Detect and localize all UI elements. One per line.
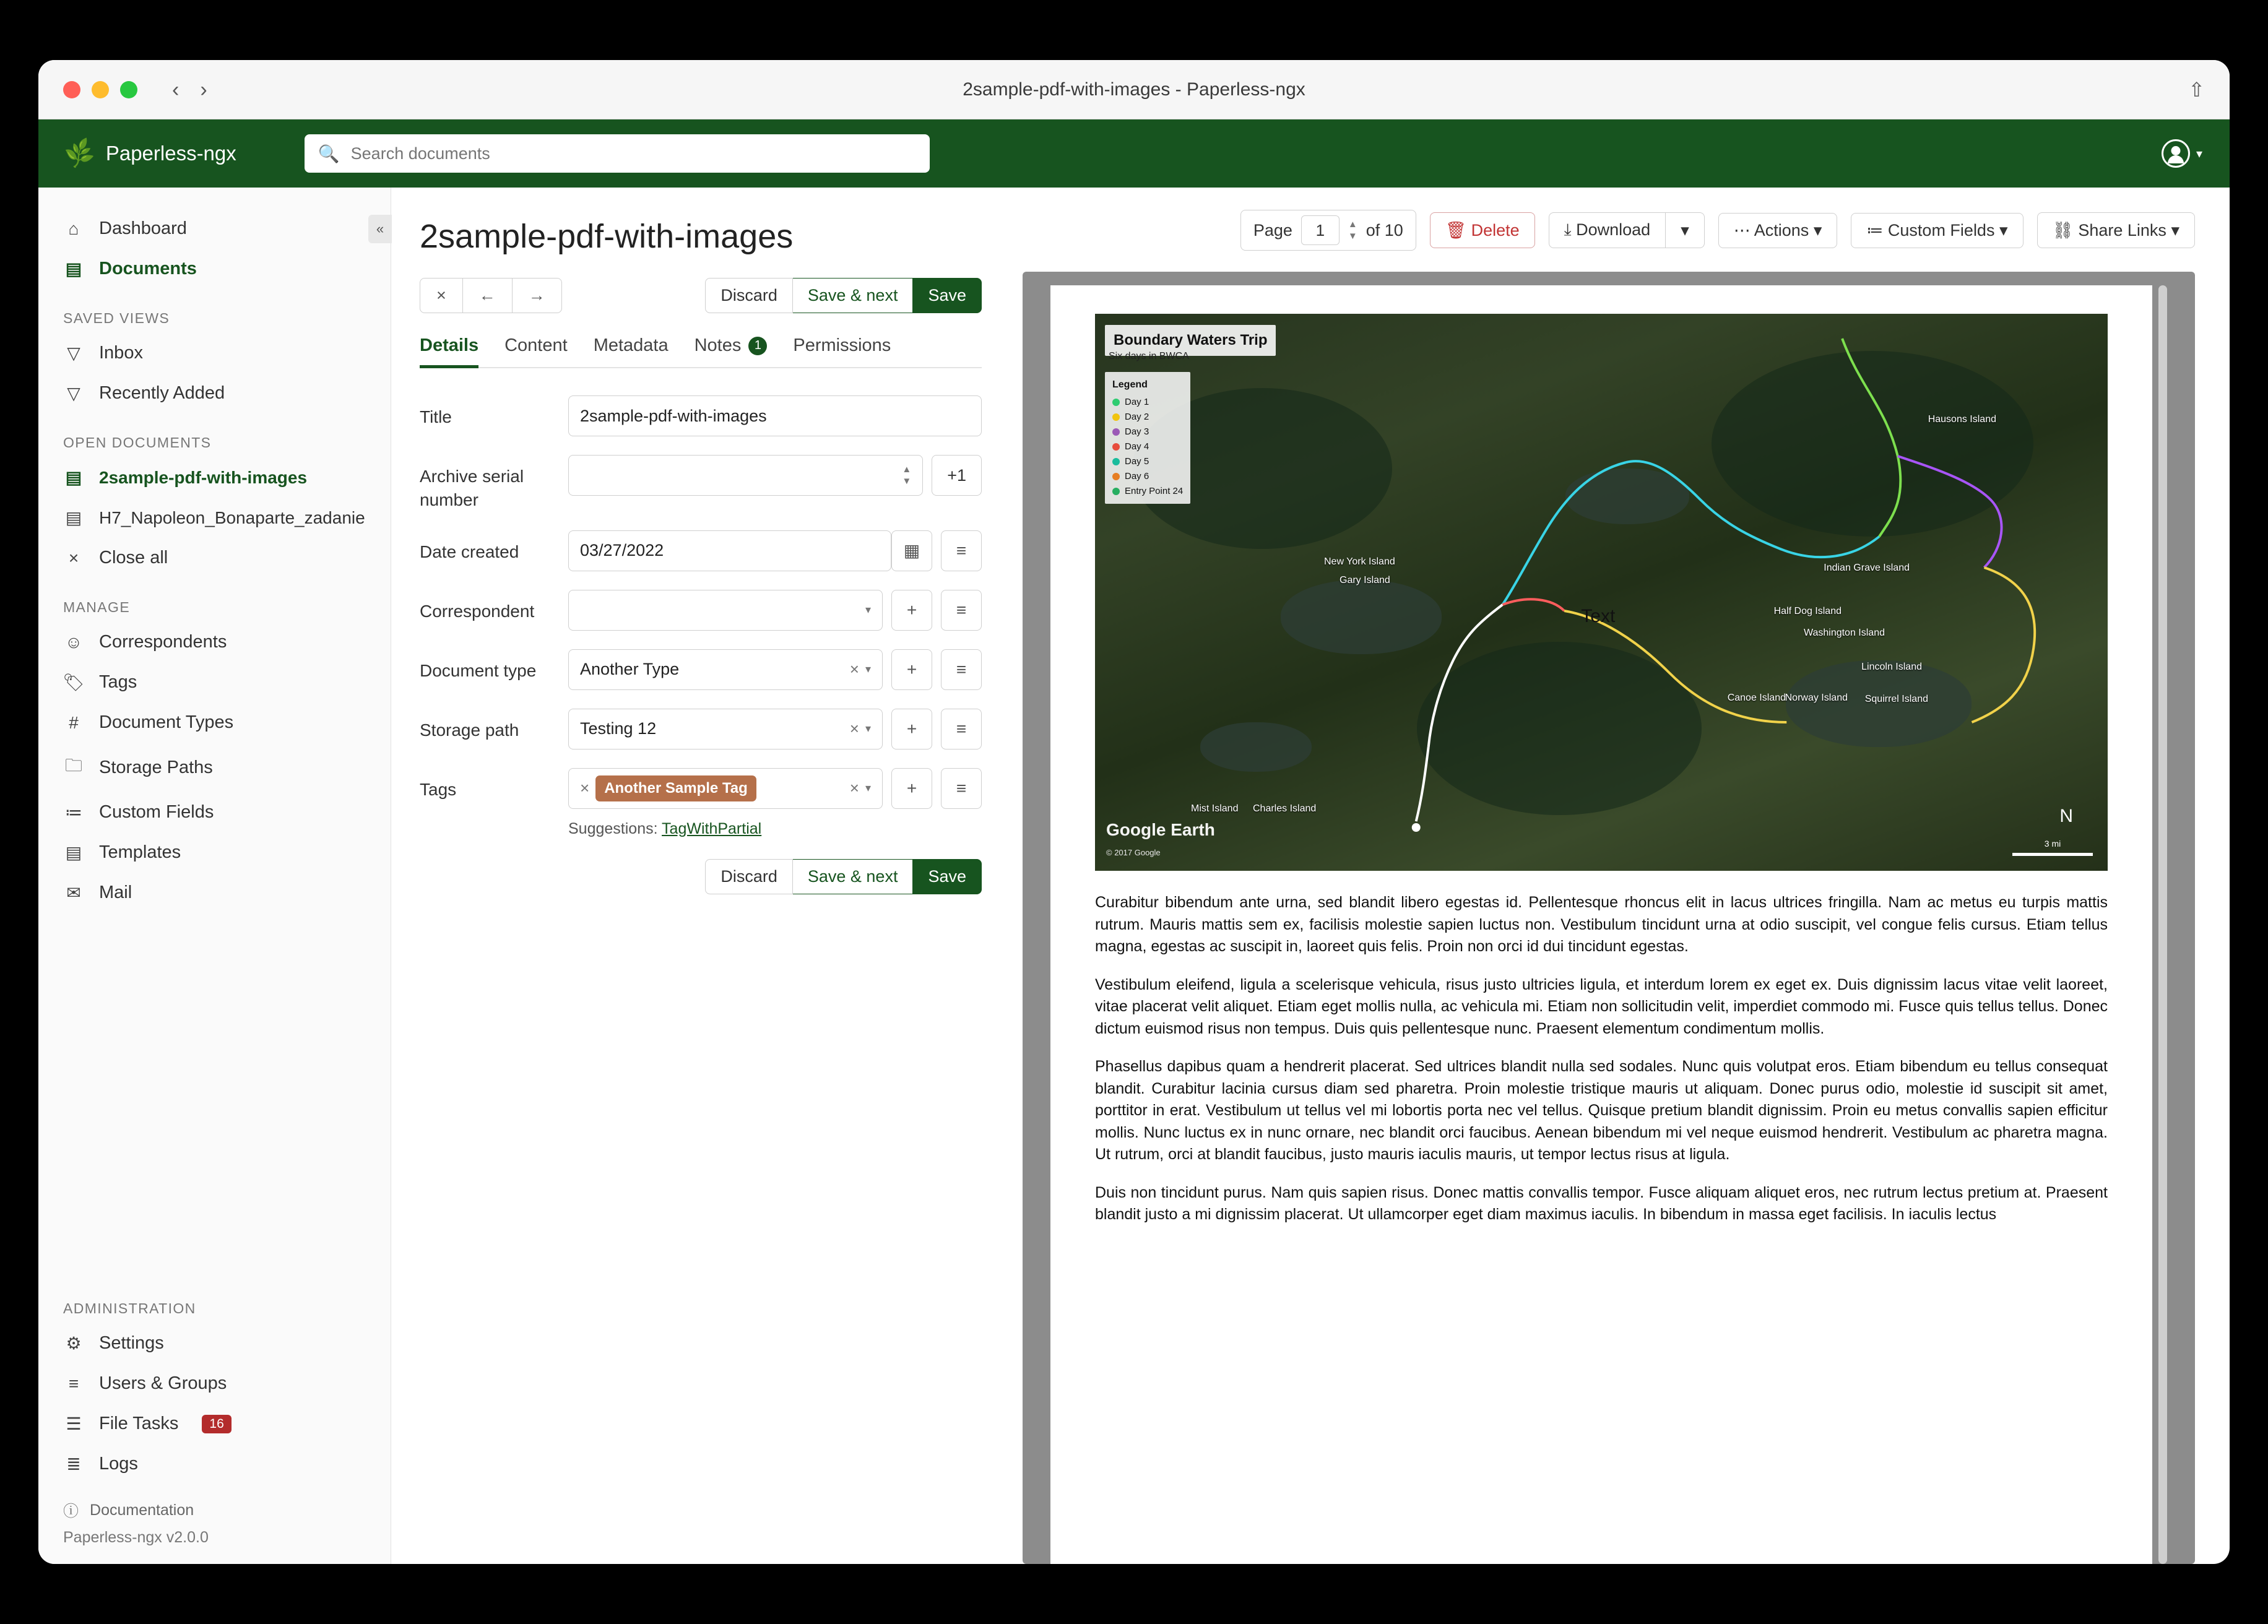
legend-title: Legend xyxy=(1112,379,1148,390)
browser-navigation xyxy=(172,79,207,100)
chevron-down-icon: ▾ xyxy=(865,663,871,676)
title-input[interactable] xyxy=(568,395,982,436)
documents-icon: ▤ xyxy=(65,259,82,279)
legend-item xyxy=(1112,395,1183,410)
tab-label: Metadata xyxy=(593,335,669,355)
sidebar-item-close-all[interactable] xyxy=(38,538,391,578)
users-icon: ≡ xyxy=(68,1373,79,1393)
remove-tag-icon[interactable]: × xyxy=(580,779,590,798)
add-document-type-button[interactable]: + xyxy=(891,649,932,690)
mail-icon: ✉ xyxy=(66,883,81,902)
tab-notes[interactable] xyxy=(695,335,768,367)
sidebar-item-documentation[interactable] xyxy=(63,1492,366,1529)
add-storage-path-button[interactable]: + xyxy=(891,709,932,749)
link-icon: ⛓ xyxy=(2052,221,2074,240)
download-icon: ⤓ xyxy=(1564,220,1572,239)
map-center-text: Text xyxy=(1581,606,1616,626)
map-place-label: Canoe Island xyxy=(1727,693,1786,703)
funnel-icon: ▽ xyxy=(67,343,80,363)
legend-label: Day 4 xyxy=(1125,441,1149,452)
discard-button[interactable]: Discard xyxy=(705,278,793,313)
calendar-icon[interactable]: ▦ xyxy=(891,530,932,571)
search-input[interactable] xyxy=(350,144,916,164)
page-navigation xyxy=(1240,210,1416,251)
sidebar-item-file-tasks[interactable] xyxy=(38,1404,391,1444)
field-label: Date created xyxy=(420,542,519,561)
page-label: Page xyxy=(1253,220,1292,240)
map-scalebar xyxy=(2012,838,2093,856)
scale-label: 3 mi xyxy=(2044,839,2061,849)
edit-toolbar-bottom xyxy=(420,859,982,894)
save-group-top xyxy=(705,278,982,313)
pdf-page xyxy=(1050,285,2152,1564)
suggestions-label: Suggestions: xyxy=(568,819,658,837)
sidebar-item-label: Settings xyxy=(99,1333,164,1353)
field-label: Title xyxy=(420,407,452,426)
legend-label: Day 5 xyxy=(1125,456,1149,467)
map-place-label: Washington Island xyxy=(1803,628,1885,638)
sidebar-item-label: Storage Paths xyxy=(99,757,213,777)
sidebar-item-label: Templates xyxy=(99,842,181,862)
legend-item xyxy=(1112,439,1183,454)
sidebar xyxy=(38,188,391,1564)
sidebar-item-open-doc-2[interactable] xyxy=(38,498,391,538)
map-place-label: Squirrel Island xyxy=(1864,694,1928,704)
sidebar-item-storage-paths[interactable] xyxy=(38,743,391,792)
tab-permissions[interactable] xyxy=(793,335,891,367)
field-label: Tags xyxy=(420,779,457,799)
page-title: 2sample-pdf-with-images xyxy=(420,218,794,255)
chevron-down-icon: ▾ xyxy=(865,603,871,616)
sidebar-item-document-types[interactable] xyxy=(38,702,391,743)
suggested-tag-link[interactable]: TagWithPartial xyxy=(662,819,762,837)
pdf-scrollbar[interactable] xyxy=(2158,285,2167,1564)
tab-content[interactable] xyxy=(504,335,568,367)
window-titlebar xyxy=(38,60,2230,119)
sidebar-item-inbox[interactable] xyxy=(38,333,391,373)
sidebar-item-label: Mail xyxy=(99,883,132,902)
map-place-label: Norway Island xyxy=(1785,693,1848,703)
field-archive-serial-number xyxy=(420,455,982,512)
sidebar-item-custom-fields[interactable] xyxy=(38,792,391,832)
google-earth-logo: Google Earth xyxy=(1106,820,1215,840)
field-label: Document type xyxy=(420,660,537,680)
fields-icon: ≔ xyxy=(1866,220,1884,240)
asn-next-button[interactable]: +1 xyxy=(932,455,982,496)
clear-icon[interactable]: × xyxy=(849,719,859,738)
tab-metadata[interactable] xyxy=(594,335,669,367)
brand-label: Paperless-ngx xyxy=(105,142,236,165)
document-type-value: Another Type xyxy=(580,660,680,679)
correspondent-select[interactable] xyxy=(568,590,883,631)
storage-path-filter-icon[interactable]: ≡ xyxy=(941,709,982,749)
map-credit: © 2017 Google xyxy=(1106,847,1161,857)
legend-label: Day 1 xyxy=(1125,396,1149,407)
app-header xyxy=(38,119,2230,188)
sidebar-item-label: Document Types xyxy=(99,712,234,732)
sidebar-item-mail[interactable] xyxy=(38,873,391,913)
map-place-label: Hausons Island xyxy=(1928,414,1996,425)
save-button-bottom[interactable]: Save xyxy=(913,859,982,894)
field-storage-path xyxy=(420,709,982,749)
chevron-down-icon: ▾ xyxy=(2171,221,2179,240)
log-icon: ≣ xyxy=(66,1454,81,1474)
app-body xyxy=(38,188,2230,1564)
pdf-paragraph: Vestibulum eleifend, ligula a scelerisque vehicula, risus justo ultricies ligula, et interdum lorem ex eget ex. Duis dignissim lacus vitae velit laoreet, vitae placerat velit aliquet. Etiam eget mollis nulla, ac vehicula mi. Etiam non sollicitudin velit, imperdiet commodo mi. Fusce quis tellus tellus. Donec dictum euismod risus non tempus. Duis quis pellentesque nunc. Praesent elementum condimentum mollis. xyxy=(1095,975,2108,1037)
dots-icon: ⋯ xyxy=(1733,220,1751,240)
document-nav-group xyxy=(420,278,562,313)
main-content xyxy=(391,188,2230,1564)
page-total: of 10 xyxy=(1366,220,1403,240)
legend-item xyxy=(1112,454,1183,469)
sidebar-item-settings[interactable] xyxy=(38,1323,391,1363)
tab-details[interactable] xyxy=(420,335,478,367)
field-title xyxy=(420,395,982,436)
document-type-select[interactable] xyxy=(568,649,883,690)
previous-document-button[interactable]: ← xyxy=(463,278,513,313)
storage-path-select[interactable] xyxy=(568,709,883,749)
discard-button-bottom[interactable]: Discard xyxy=(705,859,793,894)
save-and-next-button-bottom[interactable]: Save & next xyxy=(793,859,914,894)
sidebar-footer xyxy=(38,1484,391,1564)
minimize-window-button[interactable] xyxy=(92,81,109,98)
title-value: 2sample-pdf-with-images xyxy=(580,406,767,425)
sidebar-item-label: Close all xyxy=(99,548,168,568)
trash-icon: 🗑 xyxy=(1445,221,1467,240)
user-circle-icon xyxy=(2162,139,2190,168)
delete-label: Delete xyxy=(1471,221,1520,240)
tags-select[interactable] xyxy=(568,768,883,809)
map-place-label: Gary Island xyxy=(1340,575,1390,585)
document-tabs xyxy=(420,335,982,368)
tag-icon: 🏷 xyxy=(63,673,85,692)
map-place-label: New York Island xyxy=(1324,556,1395,567)
custom-fields-label: Custom Fields xyxy=(1887,220,1995,240)
app-version: Paperless-ngx v2.0.0 xyxy=(63,1529,209,1546)
asn-input[interactable] xyxy=(568,455,923,496)
sidebar-item-label: Inbox xyxy=(99,343,143,363)
sidebar-spacer xyxy=(38,913,391,1279)
map-subtitle: Six days in BWCA xyxy=(1109,351,1189,361)
field-label: Storage path xyxy=(420,720,519,740)
file-tasks-badge: 16 xyxy=(202,1415,231,1433)
sidebar-item-label: File Tasks xyxy=(99,1414,179,1433)
clear-icon[interactable]: × xyxy=(849,779,859,798)
sidebar-item-documents[interactable] xyxy=(38,249,391,289)
sidebar-item-correspondents[interactable] xyxy=(38,622,391,662)
search-icon: 🔍 xyxy=(318,144,340,163)
brand[interactable] xyxy=(62,136,236,170)
document-type-filter-icon[interactable]: ≡ xyxy=(941,649,982,690)
sidebar-item-dashboard[interactable] xyxy=(38,209,391,249)
sidebar-item-label: Recently Added xyxy=(99,383,225,403)
sidebar-section-administration: ADMINISTRATION xyxy=(63,1300,196,1316)
sidebar-collapse-button[interactable]: « xyxy=(368,215,392,243)
close-document-button[interactable]: × xyxy=(420,278,463,313)
list-icon: ☰ xyxy=(66,1414,82,1433)
page-stepper[interactable]: ▲ ▼ xyxy=(1348,219,1357,241)
map-place-label: Lincoln Island xyxy=(1861,662,1922,672)
chevron-down-icon: ▾ xyxy=(865,722,871,735)
download-group xyxy=(1549,212,1705,248)
sidebar-section-open-documents: OPEN DOCUMENTS xyxy=(63,434,212,451)
correspondent-filter-icon[interactable]: ≡ xyxy=(941,590,982,631)
close-window-button[interactable] xyxy=(63,81,80,98)
date-created-value: 03/27/2022 xyxy=(580,541,664,560)
funnel-icon: ▽ xyxy=(67,384,80,403)
save-and-next-button[interactable]: Save & next xyxy=(793,278,914,313)
sidebar-item-templates[interactable] xyxy=(38,832,391,873)
compass-icon: N xyxy=(2059,806,2073,827)
add-tag-button[interactable]: + xyxy=(891,768,932,809)
map-place-label: Half Dog Island xyxy=(1773,606,1842,616)
next-document-button[interactable]: → xyxy=(513,278,562,313)
sidebar-item-logs[interactable] xyxy=(38,1444,391,1484)
sidebar-item-label: Documents xyxy=(99,259,197,279)
share-links-button[interactable] xyxy=(2037,212,2195,248)
sidebar-item-label: H7_Napoleon_Bonaparte_zadanie xyxy=(99,508,365,527)
sidebar-item-users-groups[interactable] xyxy=(38,1363,391,1404)
tag-chip[interactable]: Another Sample Tag xyxy=(595,775,756,801)
storage-path-value: Testing 12 xyxy=(580,719,657,738)
sidebar-item-recently-added[interactable] xyxy=(38,373,391,413)
delete-button[interactable] xyxy=(1430,212,1535,248)
map-place-label: Indian Grave Island xyxy=(1824,563,1910,573)
document-viewer xyxy=(1010,188,2230,1564)
sidebar-item-label: Logs xyxy=(99,1454,138,1474)
sidebar-item-label: Users & Groups xyxy=(99,1373,227,1393)
sliders-icon: ≔ xyxy=(65,803,82,822)
sidebar-item-label: Custom Fields xyxy=(99,802,214,822)
sidebar-item-tags[interactable] xyxy=(38,662,391,702)
pdf-frame xyxy=(1023,272,2195,1564)
legend-label: Day 2 xyxy=(1125,411,1149,422)
legend-item xyxy=(1112,469,1183,484)
actions-button[interactable] xyxy=(1718,213,1838,248)
person-icon: ☺ xyxy=(64,632,83,652)
actions-label: Actions xyxy=(1754,220,1809,240)
sidebar-item-label: Tags xyxy=(99,672,137,692)
map-routes xyxy=(1095,314,2108,871)
back-icon[interactable]: ‹ xyxy=(172,77,180,102)
field-label: Correspondent xyxy=(420,601,535,621)
chevron-down-icon: ▾ xyxy=(1999,220,2008,240)
legend-label: Day 3 xyxy=(1125,426,1149,437)
file-icon: ▤ xyxy=(65,508,82,527)
sidebar-item-label: Dashboard xyxy=(99,218,187,238)
download-caret-button[interactable]: ▾ xyxy=(1666,212,1705,248)
notes-count-badge: 1 xyxy=(748,337,767,355)
add-correspondent-button[interactable]: + xyxy=(891,590,932,631)
pdf-paragraph: Phasellus dapibus quam a hendrerit placerat. Sed ultrices blandit nulla sed sodales. Nunc quis volutpat eros. Etiam bibendum eu tellus consequat blandit. Curabitur lacinia cursus diam sed pharetra. Proin molestie tristique mauris ut aliquam. Donec purus odio, molestie id suscipit sit amet, porttitor in erat. Vestibulum ut tellus vel mi lobortis porta nec vel tellus. Quisque pretium blandit dignissim. Proin eu metus convallis sapien efficitur mollis. Nunc luctus ex in nunc ornare, nec blandit orci faucibus. Aenean bibendum mi vel neque euismod hendrerit. Vestibulum ac pharetra magna. Ut rutrum, orci at blandit faucibus, justo mauris iaculis mauris, ut tempor lectus risus at ligula. xyxy=(1095,1058,2108,1163)
sidebar-item-label: Correspondents xyxy=(99,632,227,652)
window-title: 2sample-pdf-with-images - Paperless-ngx xyxy=(963,79,1305,100)
leaf-icon: 🌿 xyxy=(62,136,97,170)
folder-icon: 🗀 xyxy=(64,756,82,775)
user-menu[interactable] xyxy=(2162,139,2202,168)
maximize-window-button[interactable] xyxy=(120,81,137,98)
map-image xyxy=(1095,314,2108,871)
share-icon[interactable]: ⇧ xyxy=(2188,78,2205,101)
sidebar-section-manage: MANAGE xyxy=(63,599,131,615)
traffic-lights xyxy=(63,81,137,98)
template-icon: ▤ xyxy=(65,843,82,862)
documentation-label: Documentation xyxy=(90,1501,194,1519)
chevron-down-icon: ▾ xyxy=(2196,147,2202,161)
download-button[interactable] xyxy=(1549,212,1666,248)
clear-icon[interactable]: × xyxy=(849,660,859,679)
stepper-icon[interactable]: ▲ ▼ xyxy=(902,464,912,486)
field-label: Archive serial number xyxy=(420,467,524,509)
map-place-label: Mist Island xyxy=(1191,803,1239,814)
sidebar-item-label: 2sample-pdf-with-images xyxy=(99,467,308,487)
field-date-created xyxy=(420,530,982,571)
tab-label: Permissions xyxy=(793,335,891,355)
forward-icon[interactable]: › xyxy=(200,77,207,102)
save-group-bottom xyxy=(705,859,982,894)
legend-item xyxy=(1112,410,1183,425)
search-box[interactable] xyxy=(305,134,930,173)
sidebar-item-open-doc-1[interactable] xyxy=(38,457,391,498)
date-filter-icon[interactable]: ≡ xyxy=(941,530,982,571)
download-label: Download xyxy=(1576,220,1651,239)
tag-suggestions xyxy=(568,820,982,838)
chevron-down-icon: ▾ xyxy=(1813,220,1822,240)
map-place-label: Charles Island xyxy=(1253,803,1317,814)
sidebar-section-saved-views: SAVED VIEWS xyxy=(63,310,170,326)
file-icon: ▤ xyxy=(65,468,82,487)
custom-fields-button[interactable] xyxy=(1851,213,2023,248)
tab-label: Notes xyxy=(694,335,742,355)
viewer-toolbar xyxy=(1023,210,2195,251)
home-icon: ⌂ xyxy=(68,218,79,238)
legend-item xyxy=(1112,484,1183,499)
field-tags xyxy=(420,768,982,809)
map-legend xyxy=(1105,372,1190,504)
share-links-label: Share Links xyxy=(2078,221,2166,240)
tags-filter-icon[interactable]: ≡ xyxy=(941,768,982,809)
legend-label: Day 6 xyxy=(1125,470,1149,482)
legend-label: Entry Point 24 xyxy=(1125,485,1184,496)
page-input[interactable]: 1 xyxy=(1301,215,1340,245)
map-title: Boundary Waters Trip xyxy=(1105,325,1276,356)
hash-icon: # xyxy=(69,712,79,732)
app-window xyxy=(38,60,2230,1564)
save-button[interactable]: Save xyxy=(913,278,982,313)
legend-item xyxy=(1112,425,1183,439)
chevron-down-icon: ▾ xyxy=(865,782,871,795)
field-document-type xyxy=(420,649,982,690)
date-created-input[interactable] xyxy=(568,530,891,571)
document-edit-pane xyxy=(391,188,1010,1564)
pdf-paragraph: Duis non tincidunt purus. Nam quis sapien risus. Donec mattis convallis tempor. Fusce aliquam aliquet eros, nec rutrum lectus pretium at. Praesent blandit justo a mi dignissim placerat. Ut ullamcorper eget diam maximus iaculis. In bibendum in massa eget facilisis. In iaculis lectus xyxy=(1095,1183,2108,1223)
field-correspondent xyxy=(420,590,982,631)
close-icon: × xyxy=(68,548,79,568)
pdf-paragraph: Curabitur bibendum ante urna, sed blandit libero egestas id. Pellentesque rhoncus elit in lacus ultrices fringilla. Nam ac metus eu turpis mattis rutrum. Mauris mattis sem ex, facilisis molestie sapien luctus non. Vestibulum tincidunt urna at odio suscipit, vel congue felis cursus. Etiam tellus magna, egestas ac suscipit in, laoreet quis felis. Proin non orci id dui tincidunt egestas. xyxy=(1095,894,2108,955)
gear-icon: ⚙ xyxy=(66,1334,82,1353)
info-icon: ⓘ xyxy=(63,1503,79,1520)
edit-toolbar-top xyxy=(420,278,982,313)
tab-label: Content xyxy=(504,335,568,355)
tab-label: Details xyxy=(420,335,479,355)
